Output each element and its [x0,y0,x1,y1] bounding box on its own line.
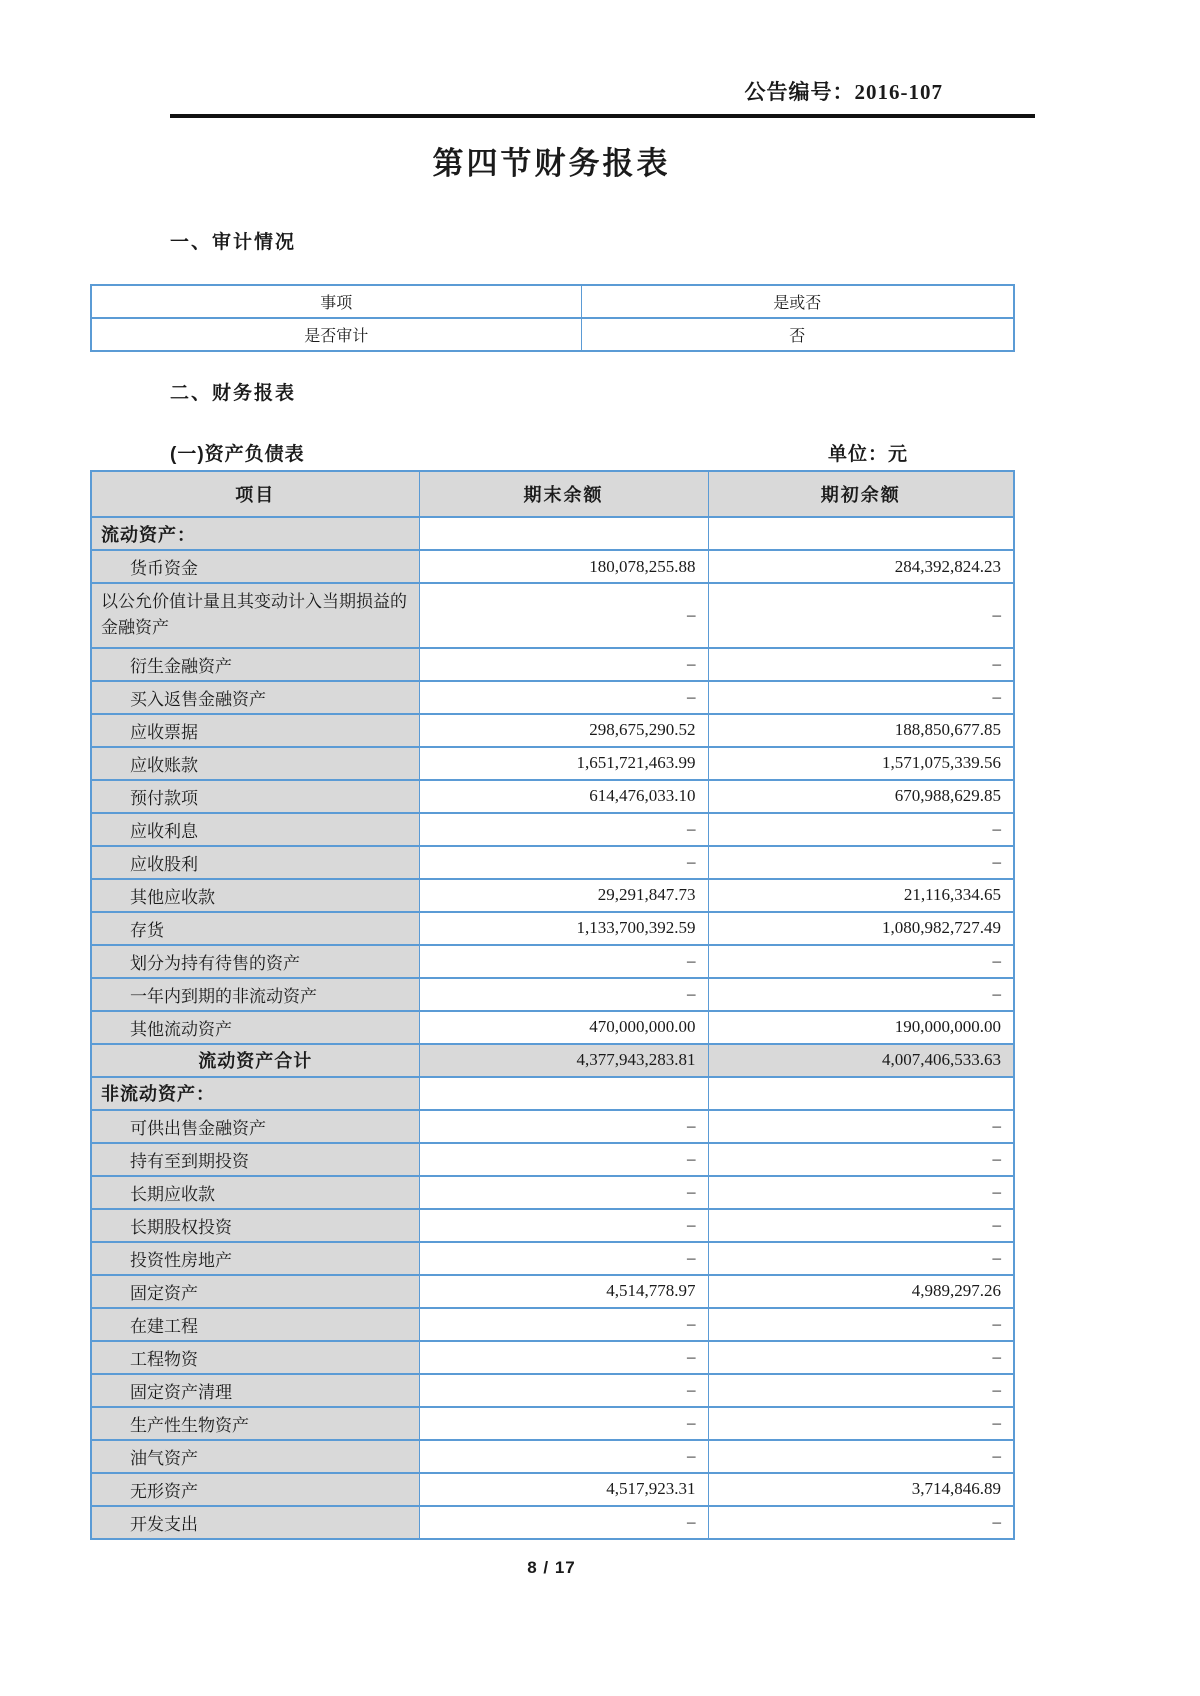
item-label-cell: 开发支出 [91,1506,419,1539]
balance-row [91,1110,1014,1143]
balance-row [91,1143,1014,1176]
balance-row [91,846,1014,879]
ending-balance-cell: – [419,648,708,681]
item-label-cell: 在建工程 [91,1308,419,1341]
balance-row [91,1407,1014,1440]
beginning-balance-cell: 670,988,629.85 [708,780,1014,813]
balance-row [91,1374,1014,1407]
section-heading-audit: 一、审计情况 [170,232,297,253]
ending-balance-cell: – [419,1374,708,1407]
audit-cell: 否 [581,318,1014,351]
balance-header-cell: 期末余额 [419,471,708,517]
ending-balance-cell: – [419,1242,708,1275]
balance-row [91,1242,1014,1275]
item-label-cell: 长期应收款 [91,1176,419,1209]
ending-balance-cell: – [419,1143,708,1176]
beginning-balance-cell: – [708,1440,1014,1473]
balance-row [91,912,1014,945]
beginning-balance-cell: – [708,945,1014,978]
beginning-balance-cell [708,517,1014,550]
beginning-balance-cell: – [708,846,1014,879]
balance-row [91,780,1014,813]
balance-row [91,1209,1014,1242]
unit-label: 单位：元 [827,444,908,465]
item-label-cell: 一年内到期的非流动资产 [91,978,419,1011]
balance-row [91,517,1014,550]
balance-row [91,1011,1014,1044]
balance-row [91,1176,1014,1209]
beginning-balance-cell: – [708,1176,1014,1209]
balance-row [91,1275,1014,1308]
ending-balance-cell [419,517,708,550]
balance-row [91,1440,1014,1473]
ending-balance-cell: – [419,1341,708,1374]
ending-balance-cell: – [419,1110,708,1143]
beginning-balance-cell: 284,392,824.23 [708,550,1014,583]
audit-cell: 是否审计 [91,318,581,351]
content-area [90,0,1013,1578]
ending-balance-cell: 614,476,033.10 [419,780,708,813]
beginning-balance-cell: – [708,813,1014,846]
ending-balance-cell: – [419,1176,708,1209]
item-label-cell: 投资性房地产 [91,1242,419,1275]
item-label-cell: 持有至到期投资 [91,1143,419,1176]
balance-row [91,583,1014,648]
section-heading-financial: 二、财务报表 [170,383,297,404]
ending-balance-cell: – [419,583,708,648]
ending-balance-cell: – [419,945,708,978]
balance-row [91,648,1014,681]
ending-balance-cell: 4,517,923.31 [419,1473,708,1506]
audit-table [90,284,1015,352]
item-label-cell: 货币资金 [91,550,419,583]
ending-balance-cell: 298,675,290.52 [419,714,708,747]
beginning-balance-cell: – [708,1374,1014,1407]
ending-balance-cell: – [419,846,708,879]
item-label-cell: 存货 [91,912,419,945]
audit-header-row [91,285,1014,318]
balance-row [91,945,1014,978]
audit-header-cell: 是或否 [581,285,1014,318]
beginning-balance-cell: – [708,1407,1014,1440]
item-label-cell: 固定资产清理 [91,1374,419,1407]
balance-row [91,714,1014,747]
item-label-cell: 划分为持有待售的资产 [91,945,419,978]
ending-balance-cell: 1,651,721,463.99 [419,747,708,780]
item-label-cell: 可供出售金融资产 [91,1110,419,1143]
balance-row [91,747,1014,780]
item-label-cell: 固定资产 [91,1275,419,1308]
ending-balance-cell: 1,133,700,392.59 [419,912,708,945]
item-label-cell: 无形资产 [91,1473,419,1506]
balance-header-cell: 期初余额 [708,471,1014,517]
beginning-balance-cell [708,1077,1014,1110]
balance-row [91,1308,1014,1341]
balance-row [91,1044,1014,1077]
beginning-balance-cell: – [708,1308,1014,1341]
item-label-cell: 生产性生物资产 [91,1407,419,1440]
page-title: 第四节财务报表 [432,146,671,181]
item-label-cell: 工程物资 [91,1341,419,1374]
item-label-cell: 其他流动资产 [91,1011,419,1044]
beginning-balance-cell: – [708,583,1014,648]
beginning-balance-cell: – [708,681,1014,714]
balance-row [91,1077,1014,1110]
balance-sheet-subhead-row [90,439,1013,466]
item-label-cell: 以公允价值计量且其变动计入当期损益的金融资产 [91,583,419,648]
balance-row [91,681,1014,714]
beginning-balance-cell: – [708,1209,1014,1242]
beginning-balance-cell: 188,850,677.85 [708,714,1014,747]
beginning-balance-cell: – [708,1242,1014,1275]
beginning-balance-cell: 190,000,000.00 [708,1011,1014,1044]
item-label-cell: 应收账款 [91,747,419,780]
ending-balance-cell: 4,514,778.97 [419,1275,708,1308]
beginning-balance-cell: – [708,1143,1014,1176]
item-label-cell: 流动资产合计 [91,1044,419,1077]
balance-header-row [91,471,1014,517]
beginning-balance-cell: 3,714,846.89 [708,1473,1014,1506]
doc-number: 公告编号：2016-107 [744,80,943,104]
ending-balance-cell: – [419,1506,708,1539]
balance-row [91,1473,1014,1506]
ending-balance-cell: – [419,813,708,846]
page-number: 8 / 17 [527,1557,576,1577]
balance-header-cell: 项目 [91,471,419,517]
beginning-balance-cell: 4,989,297.26 [708,1275,1014,1308]
ending-balance-cell: 4,377,943,283.81 [419,1044,708,1077]
balance-row [91,813,1014,846]
audit-header-cell: 事项 [91,285,581,318]
ending-balance-cell: – [419,1407,708,1440]
beginning-balance-cell: – [708,1341,1014,1374]
balance-row [91,978,1014,1011]
ending-balance-cell: – [419,681,708,714]
item-label-cell: 买入返售金融资产 [91,681,419,714]
ending-balance-cell: 29,291,847.73 [419,879,708,912]
ending-balance-cell: – [419,1440,708,1473]
item-label-cell: 油气资产 [91,1440,419,1473]
beginning-balance-cell: 21,116,334.65 [708,879,1014,912]
beginning-balance-cell: – [708,1506,1014,1539]
balance-row [91,879,1014,912]
item-label-cell: 预付款项 [91,780,419,813]
item-label-cell: 长期股权投资 [91,1209,419,1242]
item-label-cell: 非流动资产： [91,1077,419,1110]
ending-balance-cell: 180,078,255.88 [419,550,708,583]
ending-balance-cell: – [419,1308,708,1341]
balance-sheet-table [90,470,1015,1540]
ending-balance-cell: 470,000,000.00 [419,1011,708,1044]
item-label-cell: 衍生金融资产 [91,648,419,681]
beginning-balance-cell: – [708,648,1014,681]
ending-balance-cell: – [419,978,708,1011]
item-label-cell: 应收股利 [91,846,419,879]
beginning-balance-cell: – [708,978,1014,1011]
beginning-balance-cell: – [708,1110,1014,1143]
item-label-cell: 流动资产： [91,517,419,550]
balance-sheet-subheading: (一)资产负债表 [170,444,305,465]
item-label-cell: 应收票据 [91,714,419,747]
item-label-cell: 其他应收款 [91,879,419,912]
balance-row [91,1341,1014,1374]
item-label-cell: 应收利息 [91,813,419,846]
beginning-balance-cell: 4,007,406,533.63 [708,1044,1014,1077]
ending-balance-cell: – [419,1209,708,1242]
audit-row [91,318,1014,351]
beginning-balance-cell: 1,571,075,339.56 [708,747,1014,780]
ending-balance-cell [419,1077,708,1110]
balance-row [91,550,1014,583]
balance-row [91,1506,1014,1539]
beginning-balance-cell: 1,080,982,727.49 [708,912,1014,945]
